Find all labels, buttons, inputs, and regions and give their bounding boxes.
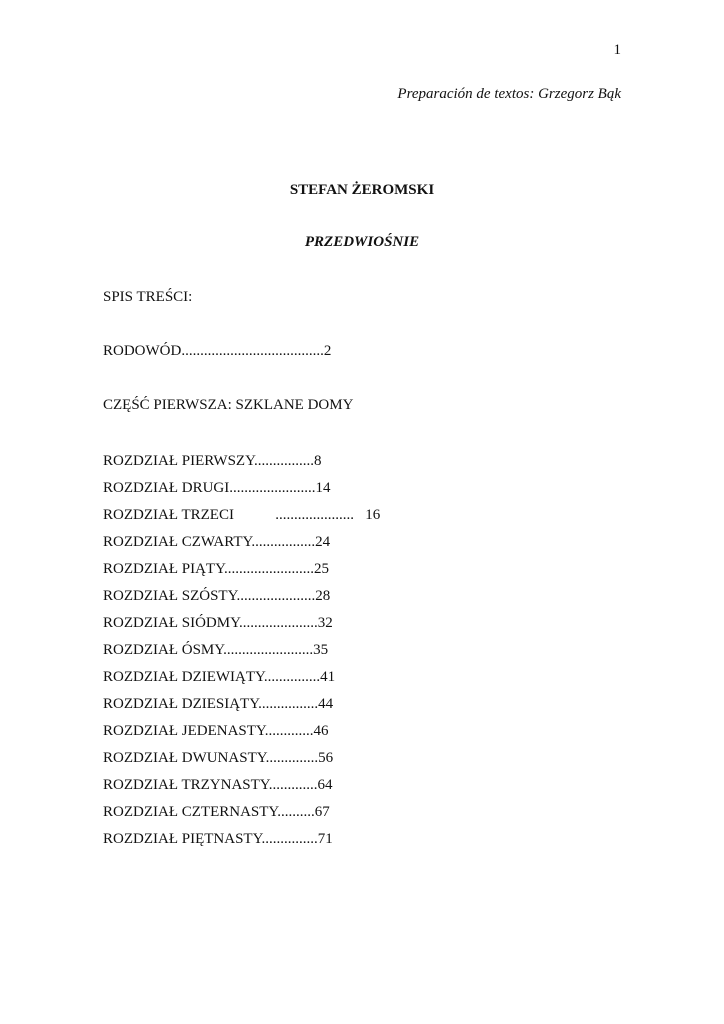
toc-entry-chapter: ROZDZIAŁ DZIEWIĄTY...............41 (103, 669, 336, 685)
toc-entry-chapter: ROZDZIAŁ TRZECI ..................... 16 (103, 507, 381, 523)
book-title: PRZEDWIOŚNIE (304, 234, 420, 250)
chapter-list (103, 451, 380, 856)
toc-entry-rodowod: RODOWÓD......................................2 (103, 343, 332, 359)
toc-entry-chapter: ROZDZIAŁ SIÓDMY.....................32 (103, 615, 333, 631)
toc-entry-chapter: ROZDZIAŁ PIĘTNASTY...............71 (103, 831, 333, 847)
toc-entry-chapter: ROZDZIAŁ CZWARTY.................24 (103, 534, 331, 550)
toc-entry-chapter: ROZDZIAŁ PIERWSZY................8 (103, 453, 322, 469)
toc-entry-chapter: ROZDZIAŁ DZIESIĄTY................44 (103, 696, 334, 712)
author-name: STEFAN ŻEROMSKI (289, 182, 435, 198)
page-number: 1 (613, 42, 621, 58)
toc-entry-chapter: ROZDZIAŁ SZÓSTY.....................28 (103, 588, 331, 604)
toc-entry-chapter: ROZDZIAŁ CZTERNASTY..........67 (103, 804, 330, 820)
toc-entry-chapter: ROZDZIAŁ PIĄTY........................25 (103, 561, 329, 577)
toc-entry-chapter: ROZDZIAŁ TRZYNASTY.............64 (103, 777, 333, 793)
text-preparation-credit: Preparación de textos: Grzegorz Bąk (397, 86, 621, 102)
toc-entry-chapter: ROZDZIAŁ JEDENASTY.............46 (103, 723, 329, 739)
table-of-contents-heading: SPIS TREŚCI: (103, 289, 193, 305)
toc-entry-chapter: ROZDZIAŁ DRUGI.......................14 (103, 480, 331, 496)
part-heading: CZĘŚĆ PIERWSZA: SZKLANE DOMY (103, 397, 354, 413)
toc-entry-chapter: ROZDZIAŁ ÓSMY........................35 (103, 642, 329, 658)
toc-entry-chapter: ROZDZIAŁ DWUNASTY..............56 (103, 750, 334, 766)
